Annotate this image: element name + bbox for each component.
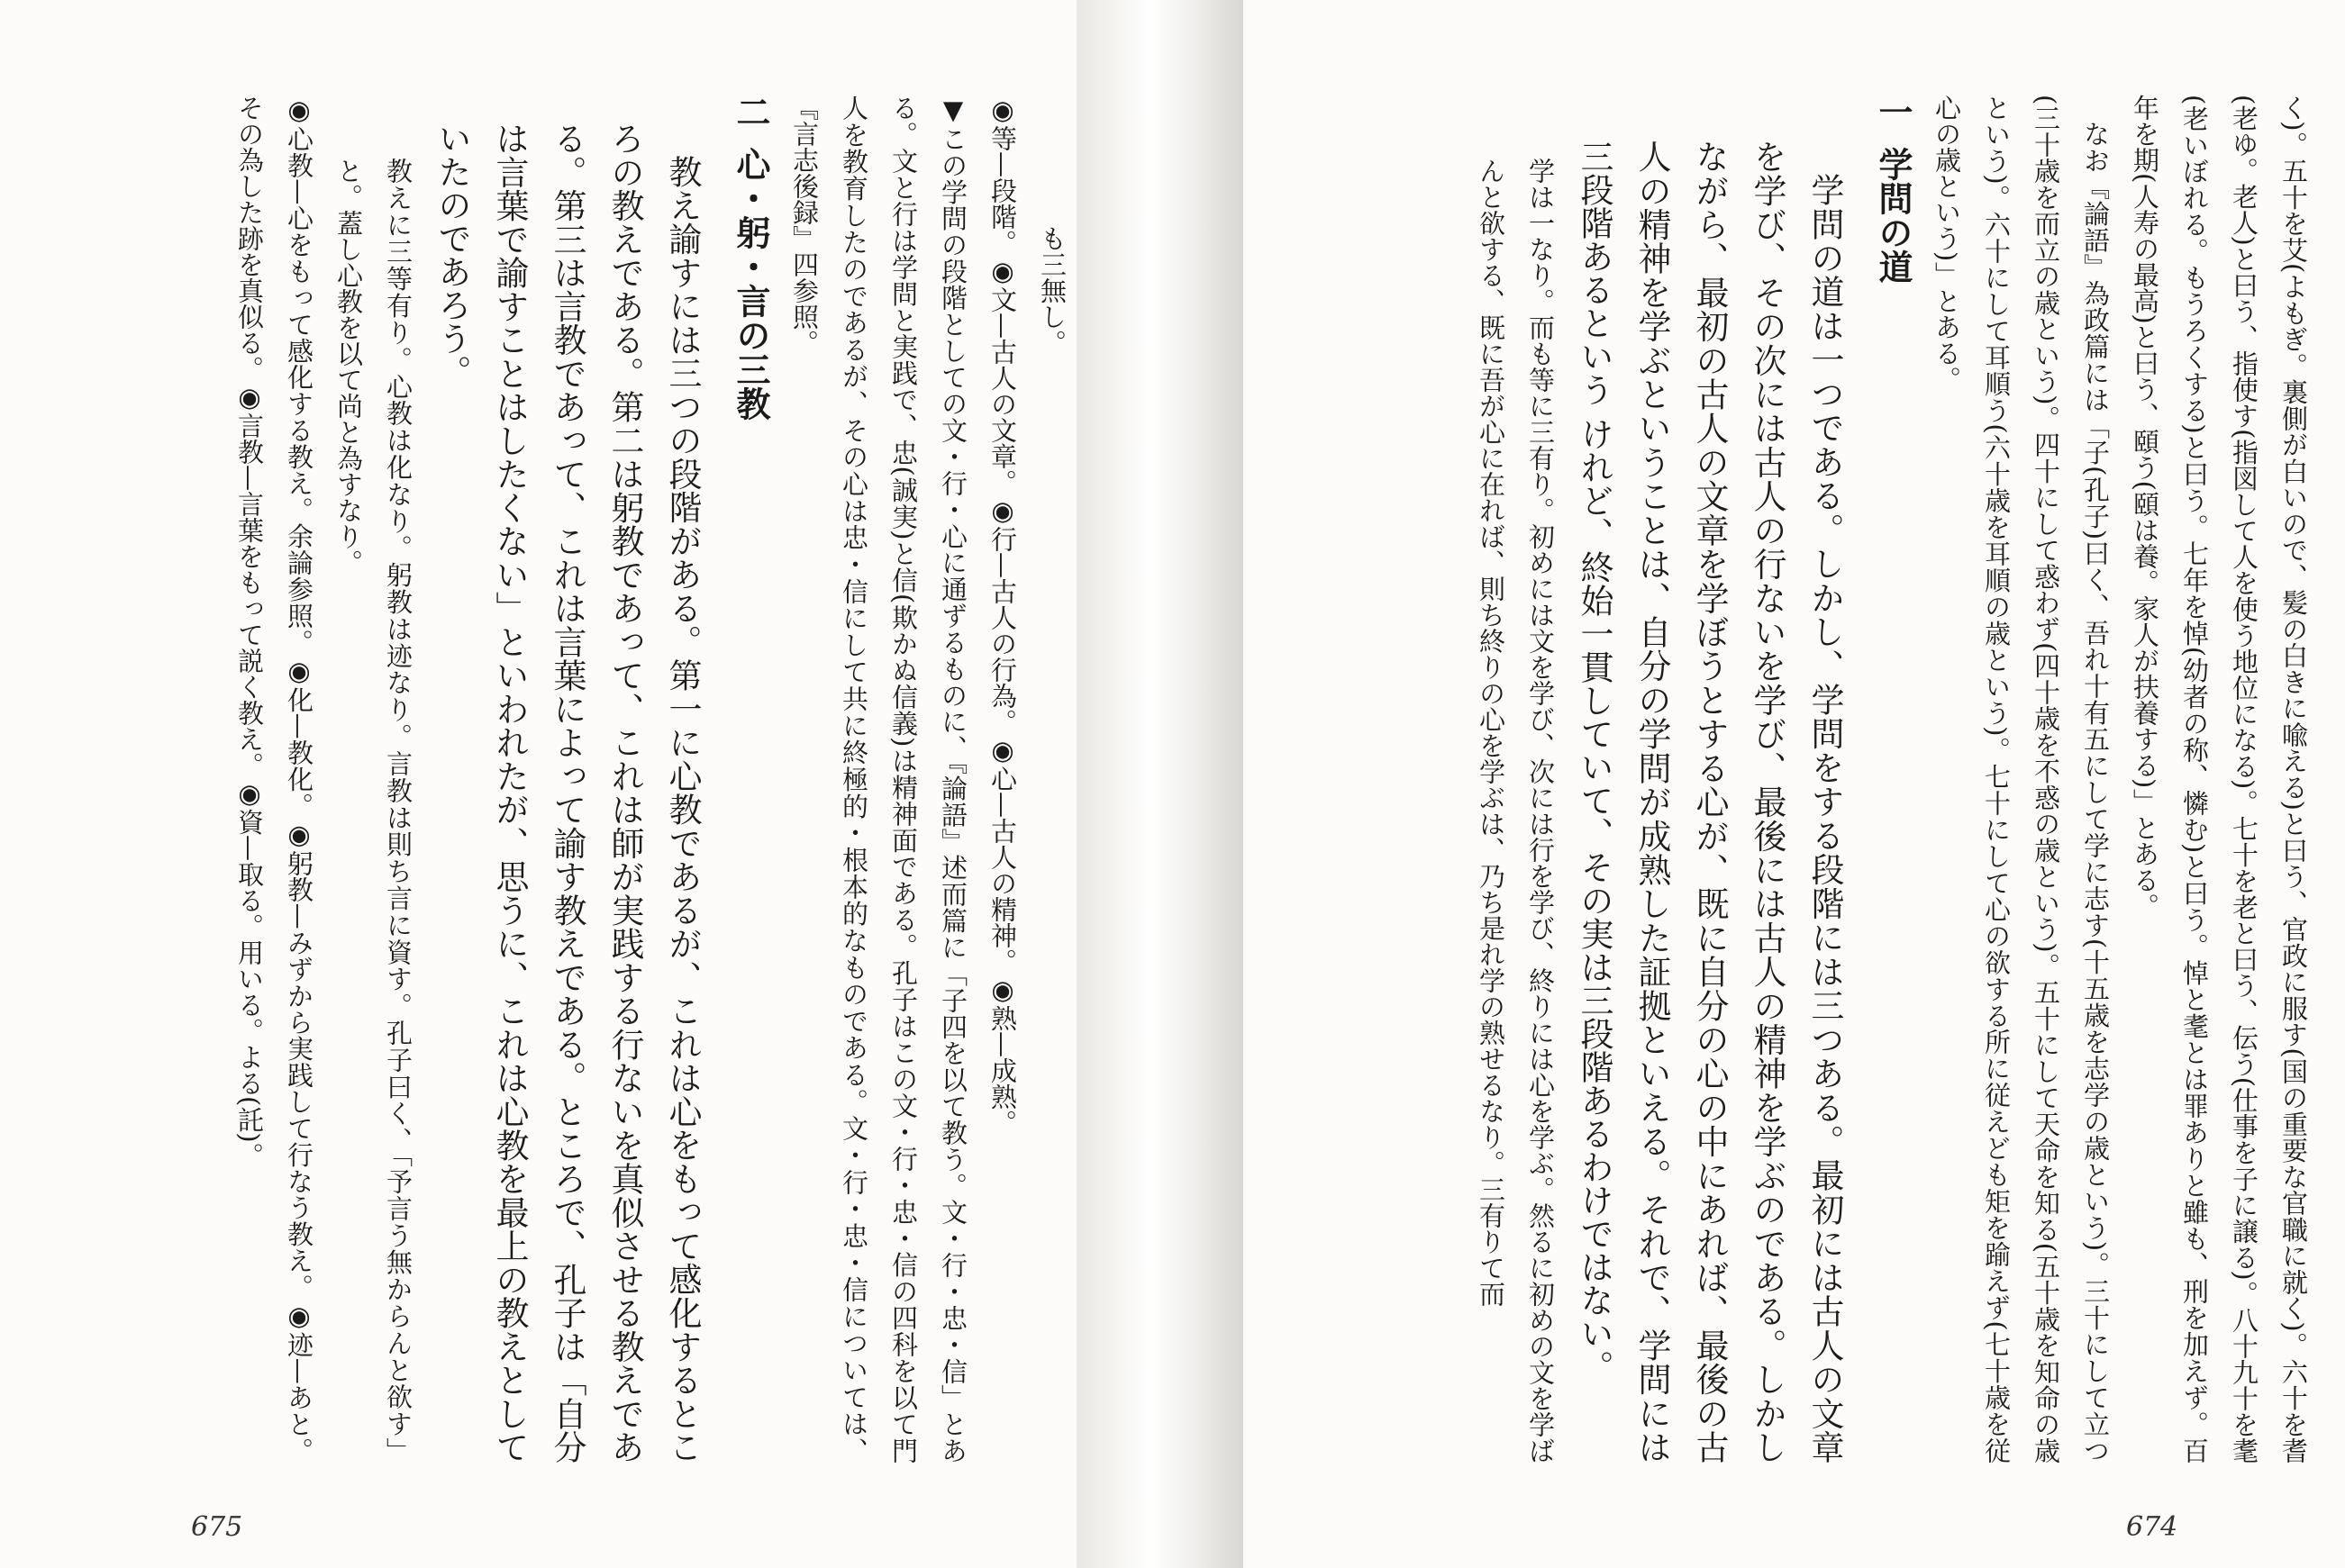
book-gutter xyxy=(1077,0,1243,1568)
section-title: 心・躬・言の三教 xyxy=(731,147,770,421)
commentary-note: ▼この学問の段階としての文・行・心に通ずるものに、『論語』述而篇に「子四を以て教う。文・行・忠・信」とある。文と行は学問と実践で、忠(誠実)と信(欺かぬ信義)は精神面である。孔子はこの文・行・忠・信の四科を以て門人を教育したのであるが、その心は忠・信にして共に終極的・根本的なものである。文・行・忠・信については、『言志後録』四参照。 xyxy=(789,95,968,1464)
left-page-text-block xyxy=(95,95,1077,1464)
section-number: 一 xyxy=(1873,95,1913,129)
translation-paragraph: 教え諭すには三つの段階がある。第一に心教であるが、これは心をもって感化するところの教えである。第二は躬教であって、これは師が実践する行ないを真似させる教えである。第三は言教であって、これは言葉によって諭す教えである。ところで、孔子は「自分は言葉で諭すことはしたくない」といわれたが、思うに、これは心教を最上の教えとしていたのであろう。 xyxy=(432,122,702,1464)
glossary-note-2: ◉心教—心をもって感化する教え。余論参照。◉化—教化。◉躬教—みずから実践して行なう教え。◉迹—あと。その為した跡を真似る。◉言教—言葉をもって説く教え。◉資—取る。用いる。よる(託)。 xyxy=(234,95,314,1464)
original-quote: 教えに三等有り。心教は化なり。躬教は迹なり。言教は則ち言に資す。孔子曰く、「予言う無からんと欲す」と。蓋し心教を以て尚と為すなり。 xyxy=(333,158,414,1464)
section-number: 二 xyxy=(731,95,770,129)
original-quote: 学は一なり。而も等に三有り。初めには文を学び、次には行を学び、終りには心を学ぶ。然るに初めの文を学ばんと欲する、既に吾が心に在れば、則ち終りの心を学ぶは、乃ち是れ学の熟せるなり。三有りて而 xyxy=(1476,158,1556,1464)
page-number-right: 674 xyxy=(2126,1511,2178,1543)
page-number-left: 675 xyxy=(191,1511,243,1543)
section-title: 学問の道 xyxy=(1873,147,1913,284)
left-page xyxy=(0,0,1077,1568)
right-page-text-block xyxy=(1345,95,2318,1464)
section-heading-2 xyxy=(722,95,779,1464)
glossary-note-1: ◉等—段階。◉文—古人の文章。◉行—古人の行為。◉心—古人の精神。◉熟—成熟。 xyxy=(987,95,1018,1136)
quote-continuation: も三無し。 xyxy=(1037,225,1068,356)
translation-paragraph: 学問の道は一つである。しかし、学問をする段階には三つある。最初には古人の文章を学び、その次には古人の行ないを学び、最後には古人の精神を学ぶのである。しかしながら、最初の古人の文章を学ぼうとする心が、既に自分の心の中にあれば、最後の古人の精神を学ぶということは、自分の学問が成熟した証拠といえる。それで、学問には三段階あるという けれど、終始一貫していて、その実は三段階あるわけではない。 xyxy=(1575,140,1844,1464)
age-terms-note: く)。五十を艾(よもぎ。裏側が白いので、髪の白きに喩える)と曰う、官政に服す(国の重要な官職に就く)。六十を耆(老ゆ。老人)と曰う、指使す(指図して人を使う地位になる)。七十を老と曰う、伝う(仕事を子に譲る)。八十九十を耄(老いぼれる。もうろくする)と曰う。七年を悼(幼者の称、憐む)と曰う。悼と耄とは罪ありと雖も、刑を加えず。百年を期(人寿の最高)と曰う、頤う(頤は養。家人が扶養する)」とある。 xyxy=(2130,95,2309,1464)
right-page xyxy=(1243,0,2345,1568)
analects-note: なお『論語』為政篇には「子(孔子)曰く、吾れ十有五にして学に志す(十五歳を志学の歳という)。三十にして立つ(三十歳を而立の歳という)。四十にして惑わず(四十歳を不惑の歳という)。五十にして天命を知る(五十歳を知命の歳という)。六十にして耳順う(六十歳を耳順の歳という)。七十にして心の欲する所に従えども矩を踰えず(七十歳を従心の歳という)」とある。 xyxy=(1931,95,2111,1464)
section-heading-1 xyxy=(1864,95,1922,1464)
